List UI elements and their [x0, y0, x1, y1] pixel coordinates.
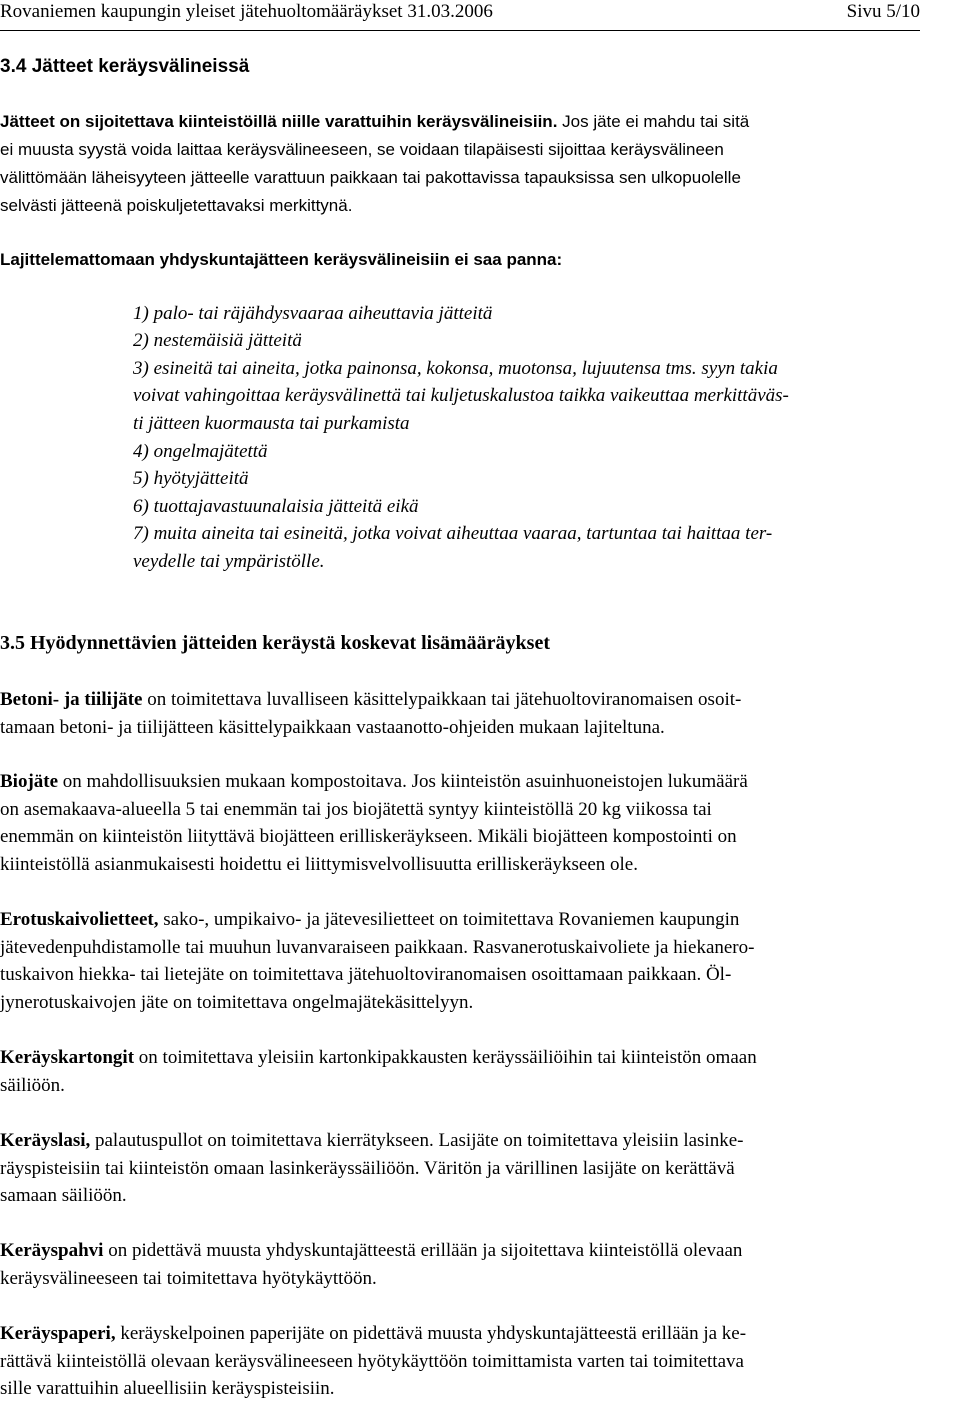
- line-text: palautuspullot on toimitettava kierrätykseen. Lasijäte on toimitettava yleisiin lasinke-: [90, 1130, 744, 1151]
- page-number: Sivu 5/10: [846, 1, 920, 22]
- paragraph-line: [0, 1044, 757, 1071]
- list-item: 2) nestemäisiä jätteitä: [133, 330, 302, 351]
- paragraph-line: [0, 108, 749, 136]
- list-item: 6) tuottajavastuunalaisia jätteitä eikä: [133, 496, 419, 517]
- paragraph-line: välittömään läheisyyteen jätteelle varattuun paikkaan tai pakottavissa tapauksissa sen ulkopuolelle: [0, 168, 741, 187]
- line-text: on toimitettava luvalliseen käsittelypaikkaan tai jätehuoltoviranomaisen osoit-: [142, 689, 742, 710]
- section-heading-3-4: 3.4 Jätteet keräysvälineissä: [0, 56, 250, 77]
- line-text: keräyskelpoinen paperijäte on pidettävä muusta yhdyskuntajätteestä erillään ja ke-: [115, 1323, 747, 1344]
- line-text: on pidettävä muusta yhdyskuntajätteestä erillään ja sijoitettava kiinteistöllä olevaan: [103, 1240, 743, 1261]
- list-item: 7) muita aineita tai esineitä, jotka voivat aiheuttaa vaaraa, tartuntaa tai haittaa ter-: [133, 523, 773, 544]
- paragraph-line: jynerotuskaivojen jäte on toimitettava ongelmajätekäsittelyyn.: [0, 992, 474, 1013]
- term: Keräyskartongit: [0, 1047, 135, 1068]
- paragraph-line: tuskaivon hiekka- tai lietejäte on toimitettava jätehuoltoviranomaisen osoittamaan paikkaan. Öl-: [0, 964, 732, 985]
- paragraph-line: säiliöön.: [0, 1075, 65, 1096]
- paragraph-line: samaan säiliöön.: [0, 1185, 127, 1206]
- paragraph-line: kiinteistöllä asianmukaisesti hoidettu ei liittymisvelvollisuutta erilliskeräykseen ole.: [0, 854, 638, 875]
- paragraph-line: räyspisteisiin tai kiinteistön omaan lasinkeräyssäiliöön. Väritön ja värillinen lasijäte on kerättävä: [0, 1158, 735, 1179]
- header-title: Rovaniemen kaupungin yleiset jätehuoltomääräykset 31.03.2006: [0, 1, 493, 22]
- term: Erotuskaivolietteet,: [0, 909, 159, 930]
- paragraph-line: jätevedenpuhdistamolle tai muuhun luvanvaraiseen paikkaan. Rasvanerotuskaivoliete ja hiekanero-: [0, 937, 755, 958]
- paragraph-line: keräysvälineeseen tai toimitettava hyötykäyttöön.: [0, 1268, 377, 1289]
- paragraph-line: [0, 1320, 746, 1347]
- term: Keräyspaperi,: [0, 1323, 116, 1344]
- paragraph-line: [0, 906, 739, 933]
- paragraph-line: on asemakaava-alueella 5 tai enemmän tai jos biojätettä syntyy kiinteistöllä 20 kg viikossa tai: [0, 799, 712, 820]
- term: Biojäte: [0, 771, 59, 792]
- list-item: veydelle tai ympäristölle.: [133, 551, 325, 572]
- line-text: on mahdollisuuksien mukaan kompostoitava. Jos kiinteistön asuinhuoneistojen lukumäärä: [58, 771, 748, 792]
- section-heading-3-5: 3.5 Hyödynnettävien jätteiden keräystä koskevat lisämääräykset: [0, 632, 550, 654]
- list-title: Lajittelemattomaan yhdyskuntajätteen keräysvälineisiin ei saa panna:: [0, 250, 563, 269]
- paragraph-line: [0, 1237, 742, 1264]
- list-item: ti jätteen kuormausta tai purkamista: [133, 413, 410, 434]
- page-header: [0, 0, 920, 31]
- paragraph-line: rättävä kiinteistöllä olevaan keräysvälineeseen hyötykäyttöön toimittamista varten tai toimitettava: [0, 1351, 744, 1372]
- term: Keräyspahvi: [0, 1240, 104, 1261]
- list-item: 3) esineitä tai aineita, jotka painonsa, kokonsa, muotonsa, lujuutensa tms. syyn takia: [133, 358, 778, 379]
- list-item: 4) ongelmajätettä: [133, 441, 268, 462]
- paragraph-line: [0, 686, 741, 713]
- line-text: sako-, umpikaivo- ja jätevesilietteet on toimitettava Rovaniemen kaupungin: [158, 909, 740, 930]
- list-item: 5) hyötyjätteitä: [133, 468, 249, 489]
- paragraph-line: [0, 768, 748, 795]
- list-item: 1) palo- tai räjähdysvaaraa aiheuttavia jätteitä: [133, 303, 493, 324]
- paragraph-line: [0, 1127, 743, 1154]
- paragraph-line: ei muusta syystä voida laittaa keräysvälineeseen, se voidaan tilapäisesti sijoittaa keräysvälineen: [0, 140, 724, 159]
- line-rest: Jos jäte ei mahdu tai sitä: [557, 112, 750, 131]
- term: Keräyslasi,: [0, 1130, 91, 1151]
- paragraph-line: tamaan betoni- ja tiilijätteen käsittelypaikkaan vastaanotto-ohjeiden mukaan lajiteltuna.: [0, 717, 665, 738]
- paragraph-line: enemmän on kiinteistön liityttävä biojätteen erilliskeräykseen. Mikäli biojätteen kompostointi on: [0, 826, 737, 847]
- line-text: on toimitettava yleisiin kartonkipakkausten keräyssäiliöihin tai kiinteistön omaan: [134, 1047, 757, 1068]
- bold-lead-sentence: Jätteet on sijoitettava kiinteistöillä niille varattuihin keräysvälineisiin.: [0, 112, 558, 131]
- list-item: voivat vahingoittaa keräysvälinettä tai kuljetuskalustoa taikka vaikeuttaa merkittäväs-: [133, 385, 789, 406]
- paragraph-line: sille varattuihin alueellisiin keräyspisteisiin.: [0, 1378, 335, 1399]
- term: Betoni- ja tiilijäte: [0, 689, 143, 710]
- paragraph-line: selvästi jätteenä poiskuljetettavaksi merkittynä.: [0, 196, 353, 215]
